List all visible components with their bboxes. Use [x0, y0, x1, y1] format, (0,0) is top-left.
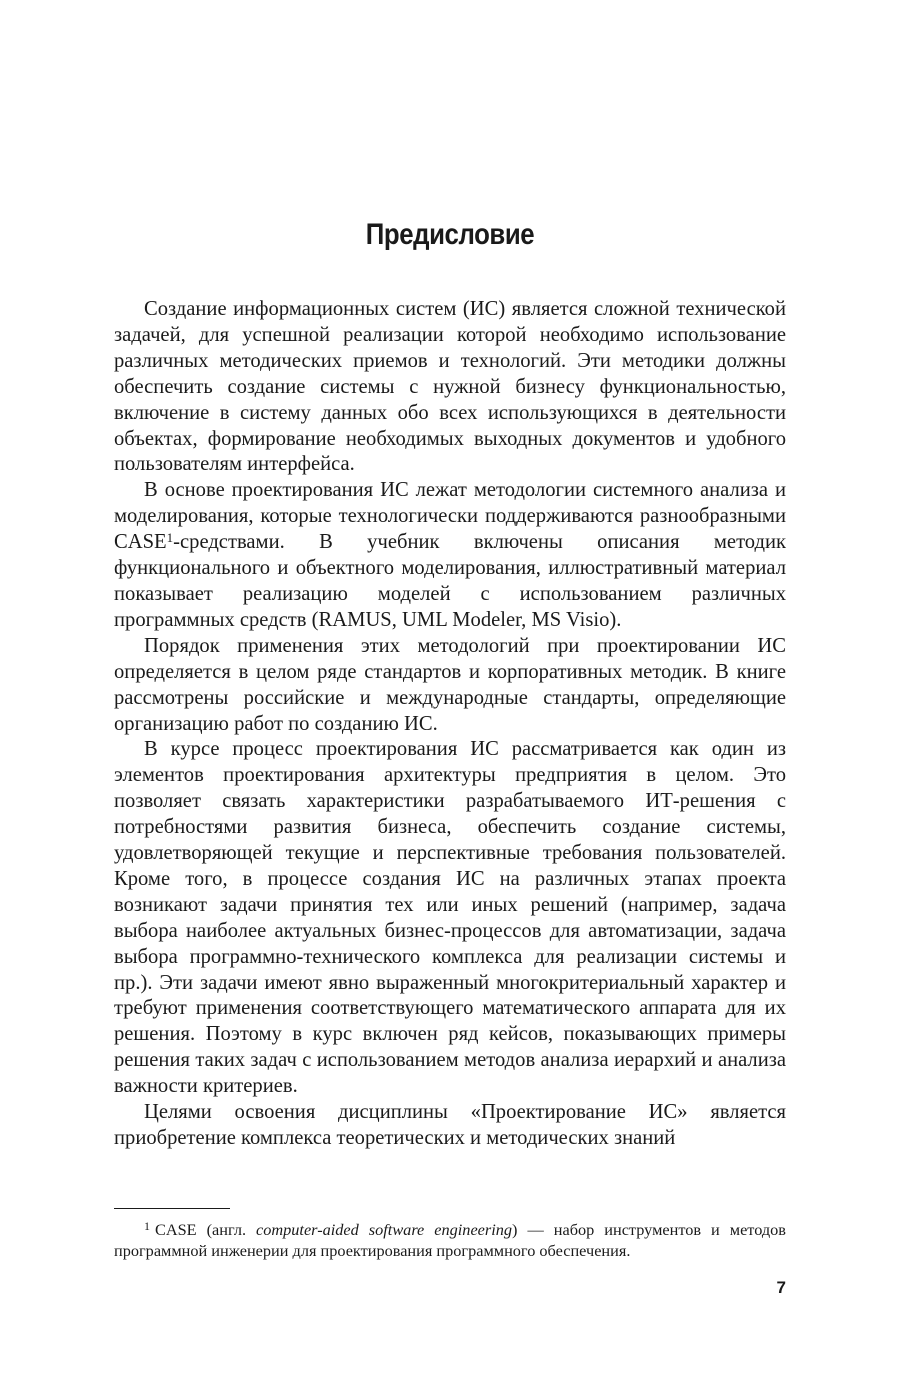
main-text [114, 297, 786, 1152]
footnote-reference[interactable]: 1 [166, 530, 174, 546]
footnote [114, 1216, 786, 1261]
footnote-text: ) — набор инструментов и методов программной инженерии для проектирования программного обеспечения. [114, 1220, 786, 1260]
footnote-divider [114, 1208, 230, 1209]
book-page [114, 0, 786, 1382]
paragraph-4: В курсе процесс проектирования ИС рассматривается как один из элементов проектирования архитектуры предприятия в целом. Это позволяет связать характеристики разрабатываемого ИТ-решения с потребностями развития бизнеса, обеспечить создание системы, удовлетворяющей текущие и перспективные требования пользователей. Кроме того, в процессе создания ИС на различных этапах проекта возникают задачи принятия тех или иных решений (например, задача выбора наиболее актуальных бизнес-процессов для автоматизации, задача выбора программно-технического комплекса для реализации системы и пр.). Эти задачи имеют явно выраженный многокритериальный характер и требуют применения соответствующего математического аппарата для их решения. Поэтому в курс включен ряд кейсов, показывающих примеры решения таких задач с использованием методов анализа иерархий и анализа важности критериев. [114, 738, 786, 1098]
paragraph-2-start: В основе проектирования ИС лежат методологии системного анализа и моделирования, которые технологически поддерживаются разнообразными CASE [114, 479, 786, 554]
footnote-term: CASE (англ. [155, 1220, 257, 1239]
paragraph-2 [114, 478, 786, 633]
page-number: 7 [776, 1278, 786, 1297]
paragraph-1: Создание информационных систем (ИС) является сложной технической задачей, для успешной реализации которой необходимо использование различных методических приемов и технологий. Эти методики должны обеспечить создание системы с нужной бизнесу функциональностью, включение в систему данных обо всех использующихся в деятельности объектах, формирование необходимых выходных документов и удобного пользователям интерфейса. [114, 298, 786, 476]
paragraph-2-end: -средствами. В учебник включены описания методик функционального и объектного моделирования, иллюстративный материал показывает реализацию моделей с использованием различных программных средств (RAMUS, UML Modeler, MS Visio). [114, 531, 786, 631]
footnote-mark: 1 [144, 1219, 150, 1233]
paragraph-3: Порядок применения этих методологий при проектировании ИС определяется в целом ряде стандартов и корпоративных методик. В книге рассмотрены российские и международные стандарты, определяющие организацию работ по созданию ИС. [114, 634, 786, 735]
paragraph-5: Целями освоения дисциплины «Проектирование ИС» является приобретение комплекса теоретических и методических знаний [114, 1101, 786, 1149]
footnote-term-english: computer-aided software engineering [256, 1220, 513, 1239]
page-title: Предисловие [365, 218, 535, 251]
